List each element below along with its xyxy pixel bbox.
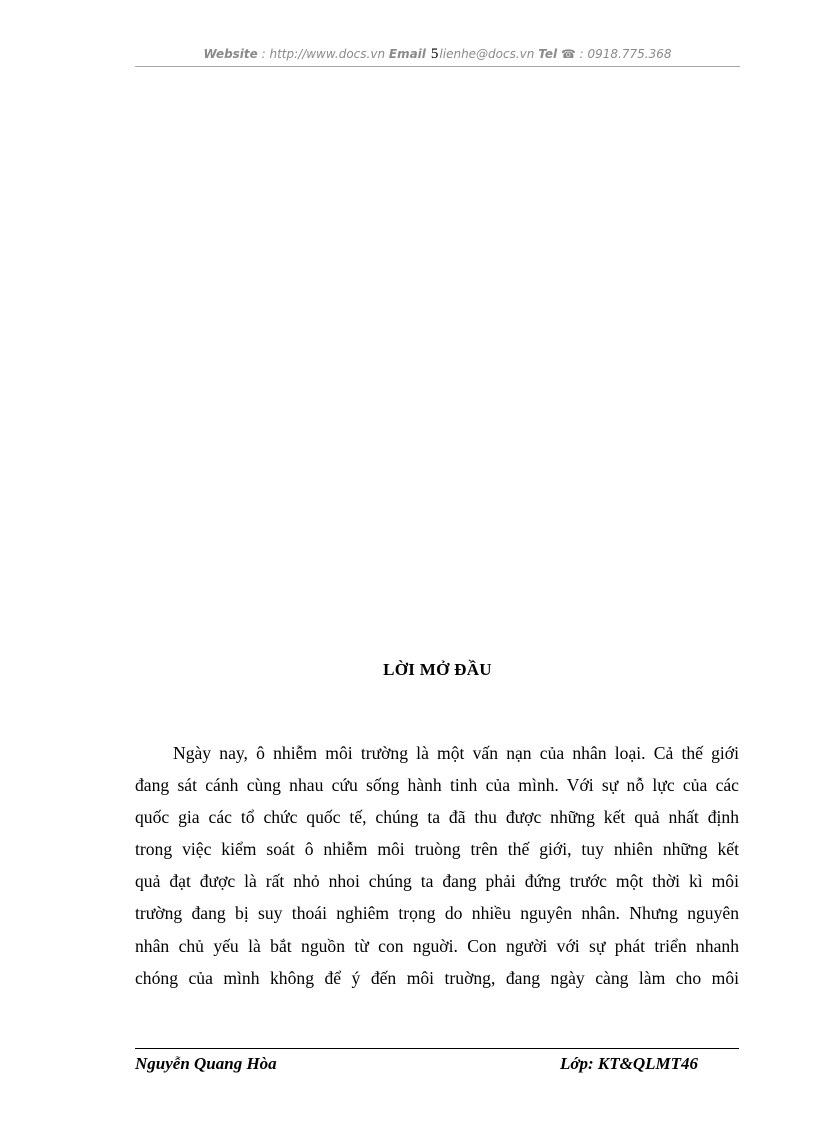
paragraph-line: nhân chủ yếu là bắt nguồn từ con nguời. Con người với sự phát triển nhanh (135, 935, 739, 956)
paragraph-line: chóng của mình không để ý đến môi truờng, đang ngày càng làm cho môi (135, 967, 739, 988)
page-header (135, 46, 740, 66)
paragraph-line: quốc gia các tổ chức quốc tế, chúng ta đã thu được những kết quả nhất định (135, 807, 739, 828)
footer-class: Lớp: KT&QLMT46 (560, 1054, 699, 1073)
section-title: LỜI MỞ ĐẦU (383, 660, 492, 679)
email-label: Email (388, 47, 426, 61)
paragraph-line: Ngày nay, ô nhiễm môi trường là một vấn nạn của nhân loại. Cả thế giới (173, 743, 739, 763)
paragraph-line: đang sát cánh cùng nhau cứu sống hành tinh của mình. Với sự nỗ lực của các (135, 775, 739, 796)
email-address[interactable]: lienhe@docs.vn (439, 47, 539, 61)
website-label: Website (203, 47, 258, 61)
paragraph-line: trường đang bị suy thoái nghiêm trọng do nhiều nguyên nhân. Nhưng nguyên (135, 903, 739, 924)
tel-number: ☎ : 0918.775.368 (557, 47, 672, 61)
footer-divider (135, 1048, 739, 1049)
body-paragraph (135, 737, 739, 994)
website-url[interactable]: : http://www.docs.vn (257, 47, 389, 61)
paragraph-line: quả đạt được là rất nhỏ nhoi chúng ta đang phải đứng trước một thời kì môi (135, 871, 739, 892)
tel-label: Tel (538, 47, 558, 61)
page-number: 5 (430, 46, 439, 62)
footer-author: Nguyễn Quang Hòa (135, 1054, 277, 1073)
paragraph-line: trong việc kiểm soát ô nhiễm môi truòng trên thế giới, tuy nhiên những kết (135, 839, 739, 860)
header-divider (135, 66, 740, 67)
